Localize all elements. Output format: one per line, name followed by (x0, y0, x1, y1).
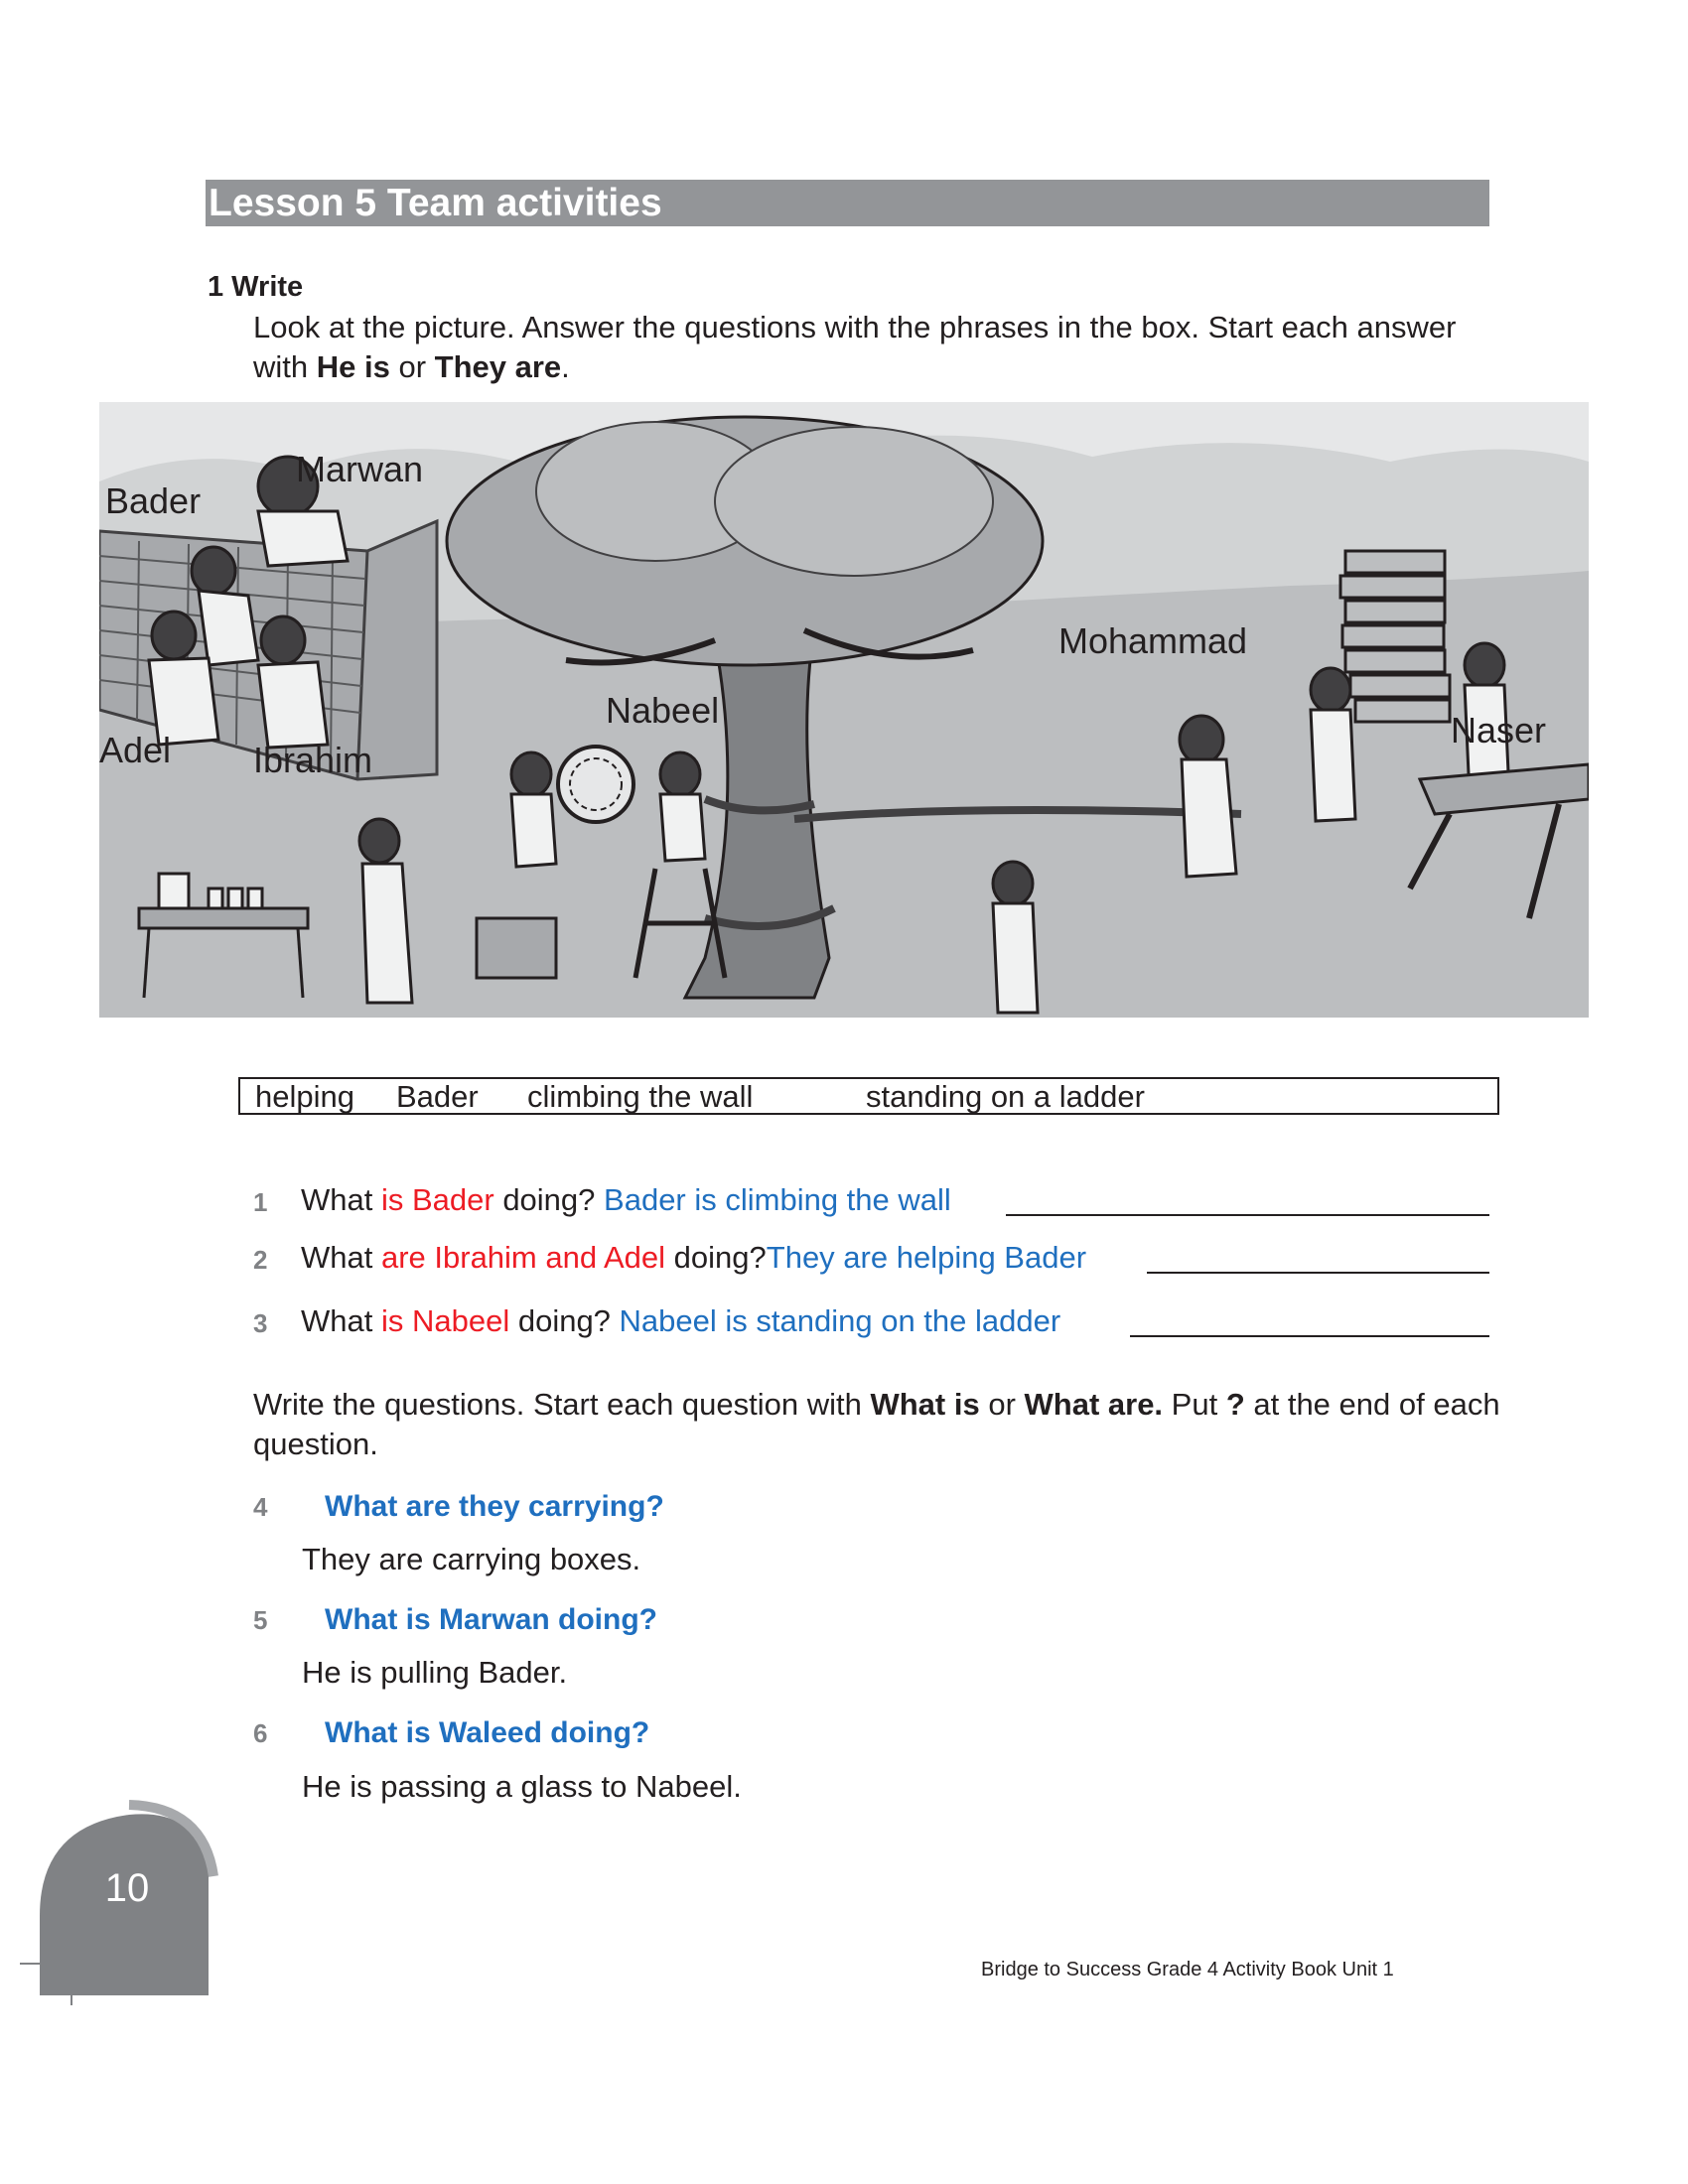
team-activities-illustration (99, 402, 1589, 1018)
page-number: 10 (104, 1866, 150, 1910)
question-row-1: 1 What is Bader doing? Bader is climbing the wall (253, 1182, 1504, 1222)
phrase-box (238, 1077, 1499, 1115)
label-adel: Adel (99, 730, 172, 770)
given-answer: They are carrying boxes. (302, 1542, 641, 1576)
phrase-item: Bader (396, 1079, 479, 1114)
footer-text: Bridge to Success Grade 4 Activity Book Unit 1 (981, 1959, 1394, 1980)
given-answer: He is pulling Bader. (302, 1655, 568, 1690)
section-title: 1 Write (208, 271, 304, 303)
instruction-text: Look at the picture. Answer the questions with the phrases in the box. Start each answer with He is or They are. (253, 310, 1457, 384)
written-question: What is Waleed doing? (325, 1716, 650, 1749)
given-answer: He is passing a glass to Nabeel. (302, 1769, 742, 1804)
answer-text: Bader is climbing the wall (604, 1182, 951, 1217)
question-row-2: 2 What are Ibrahim and Adel doing?They are helping Bader (253, 1240, 1504, 1280)
question-number: 4 (253, 1492, 268, 1522)
answer-text: Nabeel is standing on the ladder (619, 1303, 1061, 1338)
page-number-badge (20, 1797, 218, 2005)
answer-line (1130, 1335, 1489, 1337)
label-bader: Bader (105, 480, 202, 521)
phrase-item: helping (255, 1079, 354, 1114)
question-row-3: 3 What is Nabeel doing? Nabeel is standing on the ladder (253, 1303, 1504, 1343)
answer-line (1006, 1214, 1489, 1216)
lesson-title: Lesson 5 Team activities (209, 182, 662, 224)
lesson-title-banner (206, 180, 1489, 226)
question-number: 6 (253, 1718, 268, 1748)
question-number: 5 (253, 1605, 268, 1635)
label-marwan: Marwan (296, 449, 424, 489)
phrase-item: standing on a ladder (866, 1079, 1145, 1114)
written-question: What is Marwan doing? (325, 1603, 657, 1636)
label-ibrahim: Ibrahim (253, 740, 373, 780)
written-question: What are they carrying? (325, 1490, 664, 1523)
label-naser: Naser (1451, 710, 1547, 751)
answer-line (1147, 1272, 1489, 1274)
write-questions-instruction: Write the questions. Start each question with What is or What are. Put ? at the end of each question. (253, 1387, 1500, 1461)
label-mohammad: Mohammad (1058, 620, 1248, 661)
label-nabeel: Nabeel (606, 690, 720, 731)
answer-text: They are helping Bader (766, 1240, 1087, 1275)
phrase-item: climbing the wall (527, 1079, 754, 1114)
